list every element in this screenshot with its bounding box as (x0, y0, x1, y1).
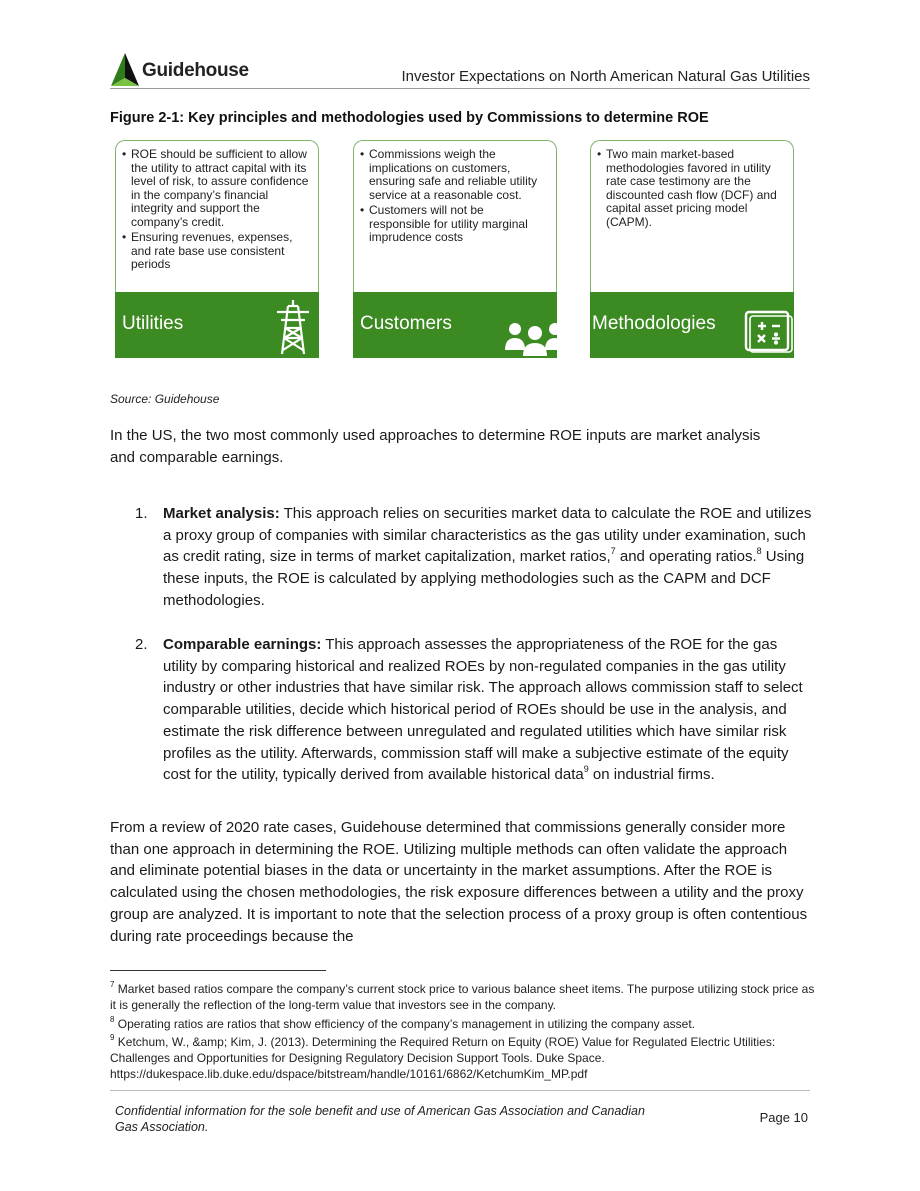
footnote-ref: 7 (610, 546, 616, 557)
calculator-icon (744, 310, 794, 359)
list-number: 1. (135, 505, 148, 522)
card-label-panel (115, 292, 319, 358)
list-item-text: on industrial firms. (588, 766, 715, 784)
footnote (110, 1034, 815, 1082)
list-number: 2. (135, 636, 148, 653)
review-paragraph: From a review of 2020 rate cases, Guidehouse determined that commissions generally consider more than one approach in determining the ROE. Utilizing multiple methods can often validate the approach and eliminate potential biases in the data or uncertainty in the market assumptions. After the ROE is calculated using the chosen methodologies, the risk exposure differences between a utility and the proxy group are analyzed. It is important to note that the selection process of a proxy group is often contentious during rate proceedings because the (110, 819, 808, 945)
card-label: Utilities (122, 313, 184, 334)
card-text-panel (353, 140, 557, 293)
card-label-panel (353, 292, 557, 358)
card-bullet: • ROE should be sufficient to allow the utility to attract capital with its level of risk, to assure confidence in the company’s financial integrity and support the company’s credit. (122, 148, 310, 229)
card-bullet-list (354, 141, 556, 245)
card-text-panel (590, 140, 794, 293)
list-item-text: This approach assesses the appropriateness of the ROE for the gas utility by comparing historical and realized ROEs by non-regulated companies in the gas utility industry or other industries that have similar risk. The approach allows commission staff to select comparable utilities, decide which historical period of ROEs should be use in the analysis, and estimate the risk difference between unregulated and regulated utilities which have similar risk profiles as the utility. Afterwards, commission staff will make a subjective estimate of the equity cost for the utility, typically derived from available historical data (163, 636, 803, 784)
guidehouse-logo-icon (110, 52, 140, 88)
figure-caption: Figure 2-1: Key principles and methodologies used by Commissions to determine ROE (110, 110, 709, 126)
card-methodologies (590, 140, 794, 358)
card-bullet: • Customers will not be responsible for utility marginal imprudence costs (360, 204, 548, 245)
list-item-text: and operating ratios. (615, 548, 757, 566)
list-item-body (163, 634, 815, 786)
card-bullet-list (591, 141, 793, 229)
card-bullet-list (116, 141, 318, 272)
card-customers (353, 140, 557, 358)
card-label: Customers (360, 313, 452, 334)
footnote-divider (110, 970, 326, 971)
numbered-list-item (135, 503, 815, 612)
list-item-title: Market analysis: (163, 505, 280, 522)
numbered-list-item (135, 634, 815, 786)
card-bullet: • Commissions weigh the implications on customers, ensuring safe and reliable utility service at a reasonable cost. (360, 148, 548, 202)
card-bullet: • Two main market-based methodologies favored in utility rate case testimony are the discounted cash flow (DCF) and capital asset pricing model (CAPM). (597, 148, 785, 229)
list-item-text: This approach relies on securities market data to calculate the ROE and utilizes a proxy group of companies with similar characteristics as the gas utility under examination, such as credit rating, size in terms of market capitalization, market ratios, (163, 505, 812, 566)
card-utilities (115, 140, 319, 358)
people-group-icon (503, 314, 567, 361)
list-item-body (163, 503, 815, 612)
footer-divider (110, 1090, 810, 1091)
logo-text: Guidehouse (142, 60, 249, 81)
footnote-number: 7 (110, 980, 115, 989)
list-item-title: Comparable earnings: (163, 636, 322, 653)
footnote-text: Operating ratios are ratios that show efficiency of the company’s management in utilizing the company asset. (117, 1017, 695, 1031)
header-divider (110, 88, 810, 89)
footnote-ref: 9 (583, 764, 589, 775)
intro-paragraph: In the US, the two most commonly used approaches to determine ROE inputs are market analysis and comparable earnings. (110, 427, 761, 466)
footnote (110, 1016, 815, 1032)
footnote-text: Ketchum, W., &amp; Kim, J. (2013). Determining the Required Return on Equity (ROE) Value for Regulated Electric Utilities: Challenges and Opportunities for Designing Regulatory Decision Support Tools. Duke Space. https://dukespace.lib.duke.edu/dspace/bitstream/handle/10161/6862/KetchumKim_MP.pdf (110, 1035, 776, 1081)
footnote-number: 9 (110, 1033, 115, 1042)
footnote-ref: 8 (756, 546, 762, 557)
card-label-panel (590, 292, 794, 358)
page-number: Page 10 (759, 1110, 808, 1125)
document-title: Investor Expectations on North American Natural Gas Utilities (401, 68, 810, 85)
card-bullet: • Ensuring revenues, expenses, and rate base use consistent periods (122, 231, 310, 272)
list-item-text: Using these inputs, the ROE is calculated by applying methodologies such as the CAPM and DCF methodologies. (163, 548, 805, 609)
card-label: Methodologies (592, 313, 716, 334)
card-text-panel (115, 140, 319, 293)
transmission-tower-icon (273, 298, 313, 361)
footnote-text: Market based ratios compare the company’s current stock price to various balance sheet items. The purpose utilizing stock price as it is generally the reflection of the long-term value that investors see in the company. (110, 982, 815, 1012)
footnote-number: 8 (110, 1015, 115, 1024)
confidential-notice: Confidential information for the sole benefit and use of American Gas Association and Canadian Gas Association. (115, 1104, 645, 1134)
figure-source: Source: Guidehouse (110, 392, 220, 406)
footnote (110, 981, 815, 1013)
